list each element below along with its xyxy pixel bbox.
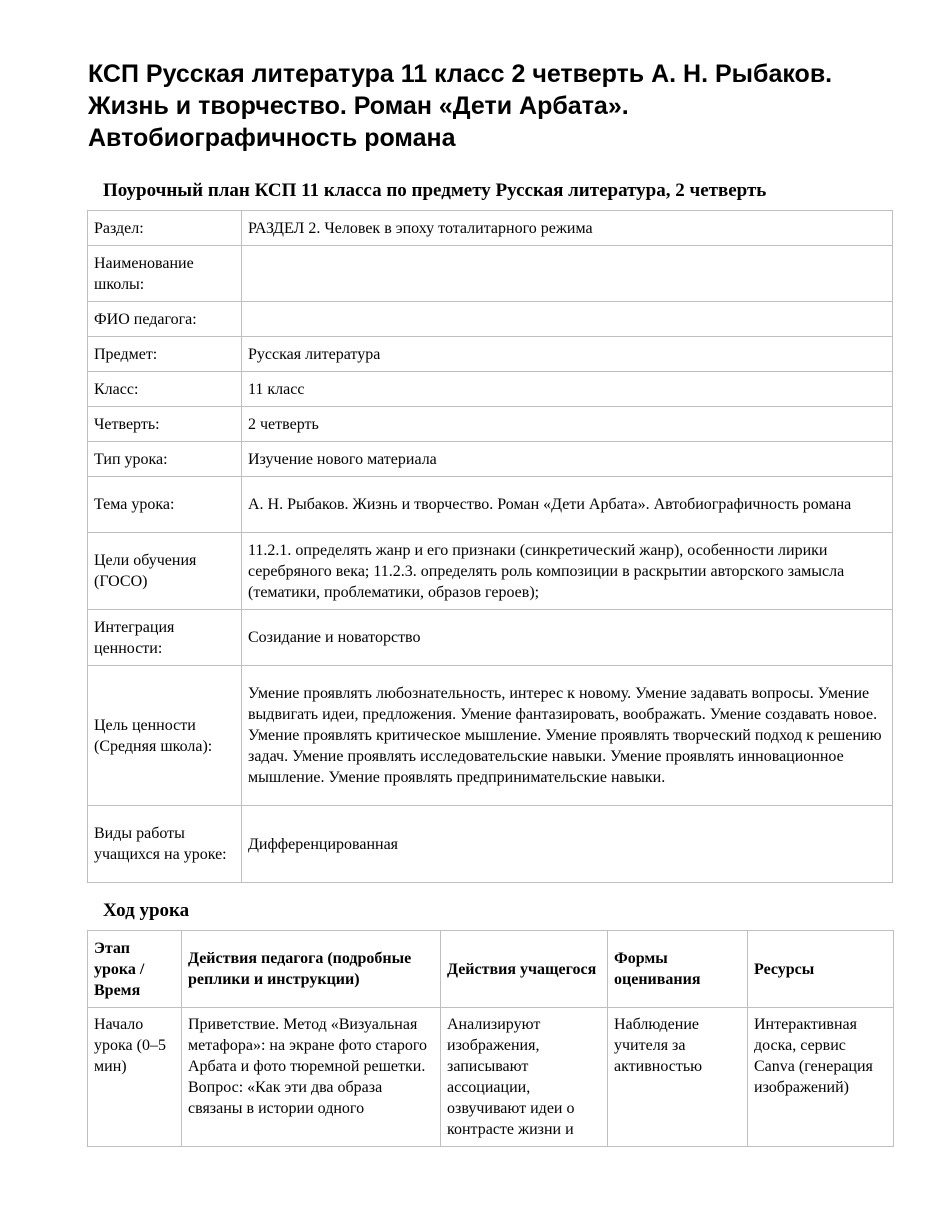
document-title: КСП Русская литература 11 класс 2 четверть А. Н. Рыбаков. Жизнь и творчество. Роман «Дети Арбата». Автобиографичность романа (88, 60, 833, 152)
row-label: Четверть: (88, 407, 242, 442)
row-value: Умение проявлять любознательность, интерес к новому. Умение задавать вопросы. Умение выдвигать идеи, предложения. Умение фантазировать, воображать. Умение создавать новое. Умение проявлять критическое мышление. Умение проявлять творческий подход к решению задач. Умение проявлять исследовательские навыки. Умение проявлять инновационное мышление. Умение проявлять предпринимательские навыки. (242, 666, 893, 806)
lesson-info-table (87, 210, 893, 883)
row-value: Созидание и новаторство (242, 610, 893, 666)
table-row (88, 246, 893, 302)
row-label: Виды работы учащихся на уроке: (88, 806, 242, 883)
cell-stage (88, 1008, 182, 1147)
row-value: 11.2.1. определять жанр и его признаки (синкретический жанр), особенности лирики серебряного века; 11.2.3. определять роль композиции в раскрытии авторского замысла (тематики, проблематики, образов героев); (242, 533, 893, 610)
row-label: Раздел: (88, 211, 242, 246)
table-row (88, 477, 893, 533)
row-label: Предмет: (88, 337, 242, 372)
cell-resources-text: Интерактивная доска, сервис Canva (генерация изображений) (754, 1016, 873, 1096)
row-label: Тема урока: (88, 477, 242, 533)
table-row (88, 302, 893, 337)
table-row (88, 666, 893, 806)
column-header-resources: Ресурсы (748, 931, 894, 1008)
row-value: Дифференцированная (242, 806, 893, 883)
cell-teacher-actions-text: Приветствие. Метод «Визуальная метафора»: на экране фото старого Арбата и фото тюремной решетки. Вопрос: «Как эти два образа связаны в истории одного (188, 1016, 427, 1117)
row-value: А. Н. Рыбаков. Жизнь и творчество. Роман «Дети Арбата». Автобиографичность романа (242, 477, 893, 533)
table-row (88, 806, 893, 883)
cell-resources (748, 1008, 894, 1147)
table-row (88, 211, 893, 246)
table-row (88, 1008, 894, 1147)
row-value: Изучение нового материала (242, 442, 893, 477)
row-value (242, 246, 893, 302)
table-row (88, 533, 893, 610)
cell-student-actions-text: Анализируют изображения, записывают ассоциации, озвучивают идеи о контрасте жизни и (447, 1016, 575, 1138)
lesson-progress-heading: Ход урока (103, 900, 190, 921)
row-label: Интеграция ценности: (88, 610, 242, 666)
row-label: Тип урока: (88, 442, 242, 477)
table-header-row (88, 931, 894, 1008)
column-header-stage: Этап урока / Время (88, 931, 182, 1008)
lesson-progress-table (87, 930, 894, 1147)
row-label: Наименование школы: (88, 246, 242, 302)
table-row (88, 337, 893, 372)
row-label: Цели обучения (ГОСО) (88, 533, 242, 610)
row-label: Класс: (88, 372, 242, 407)
plan-subtitle: Поурочный план КСП 11 класса по предмету Русская литература, 2 четверть (103, 180, 767, 201)
column-header-student-actions: Действия учащегося (441, 931, 608, 1008)
cell-assessment-text: Наблюдение учителя за активностью (614, 1016, 703, 1075)
table-row (88, 442, 893, 477)
row-label: Цель ценности (Средняя школа): (88, 666, 242, 806)
row-value: 2 четверть (242, 407, 893, 442)
column-header-teacher-actions: Действия педагога (подробные реплики и инструкции) (182, 931, 441, 1008)
cell-stage-text: Начало урока (0–5 мин) (94, 1016, 166, 1075)
column-header-assessment: Формы оценивания (608, 931, 748, 1008)
row-value: 11 класс (242, 372, 893, 407)
row-value (242, 302, 893, 337)
cell-student-actions (441, 1008, 608, 1147)
cell-assessment (608, 1008, 748, 1147)
row-value: Русская литература (242, 337, 893, 372)
row-label: ФИО педагога: (88, 302, 242, 337)
table-row (88, 407, 893, 442)
table-row (88, 372, 893, 407)
row-value: РАЗДЕЛ 2. Человек в эпоху тоталитарного режима (242, 211, 893, 246)
cell-teacher-actions (182, 1008, 441, 1147)
table-row (88, 610, 893, 666)
